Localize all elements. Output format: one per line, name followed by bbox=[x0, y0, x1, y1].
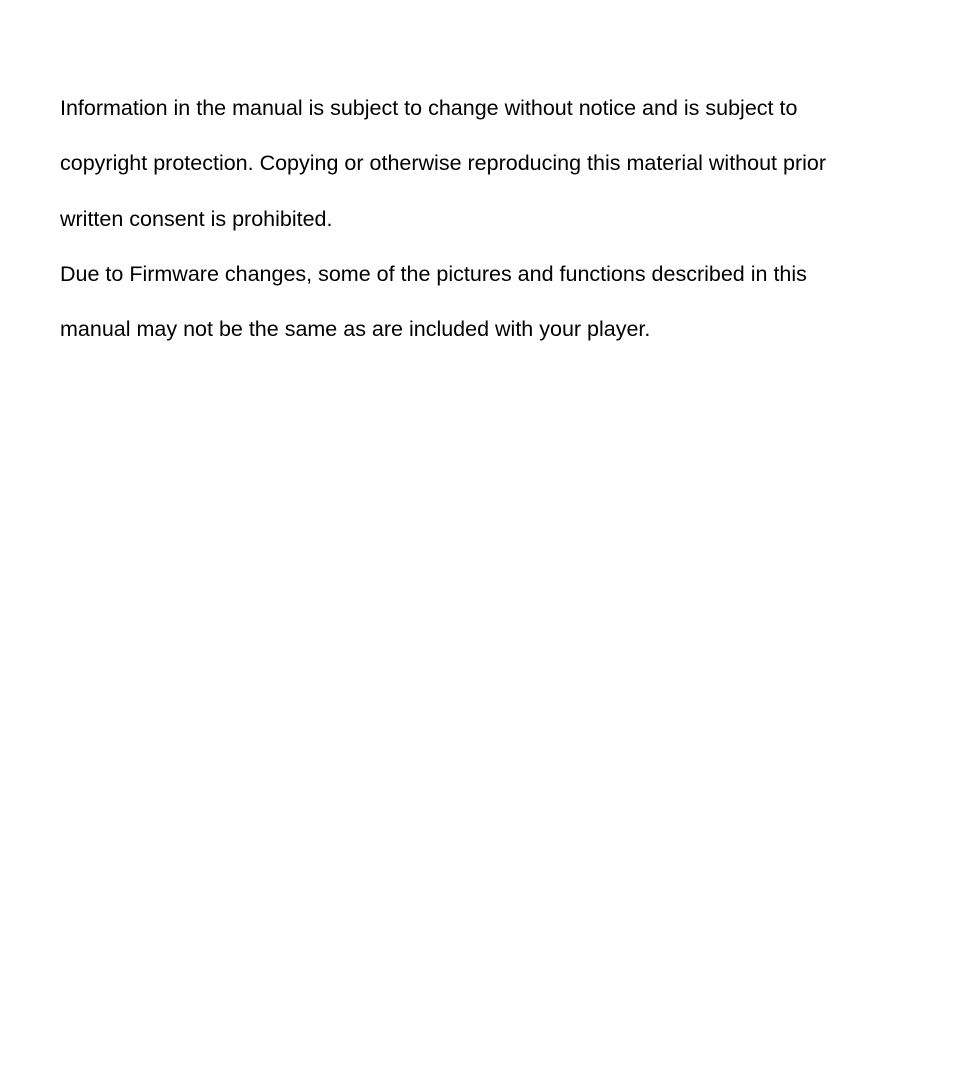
notice-text-block bbox=[60, 81, 900, 357]
paragraph-line: written consent is prohibited. bbox=[60, 206, 333, 231]
paragraph-line: copyright protection. Copying or otherwise reproducing this material without prior bbox=[60, 151, 827, 176]
paragraph-line: Due to Firmware changes, some of the pictures and functions described in this bbox=[60, 261, 807, 286]
copyright-notice-paragraph bbox=[60, 81, 900, 247]
paragraph-line: manual may not be the same as are included with your player. bbox=[60, 317, 651, 342]
firmware-disclaimer-paragraph bbox=[60, 247, 900, 358]
paragraph-line: Information in the manual is subject to change without notice and is subject to bbox=[60, 96, 798, 120]
